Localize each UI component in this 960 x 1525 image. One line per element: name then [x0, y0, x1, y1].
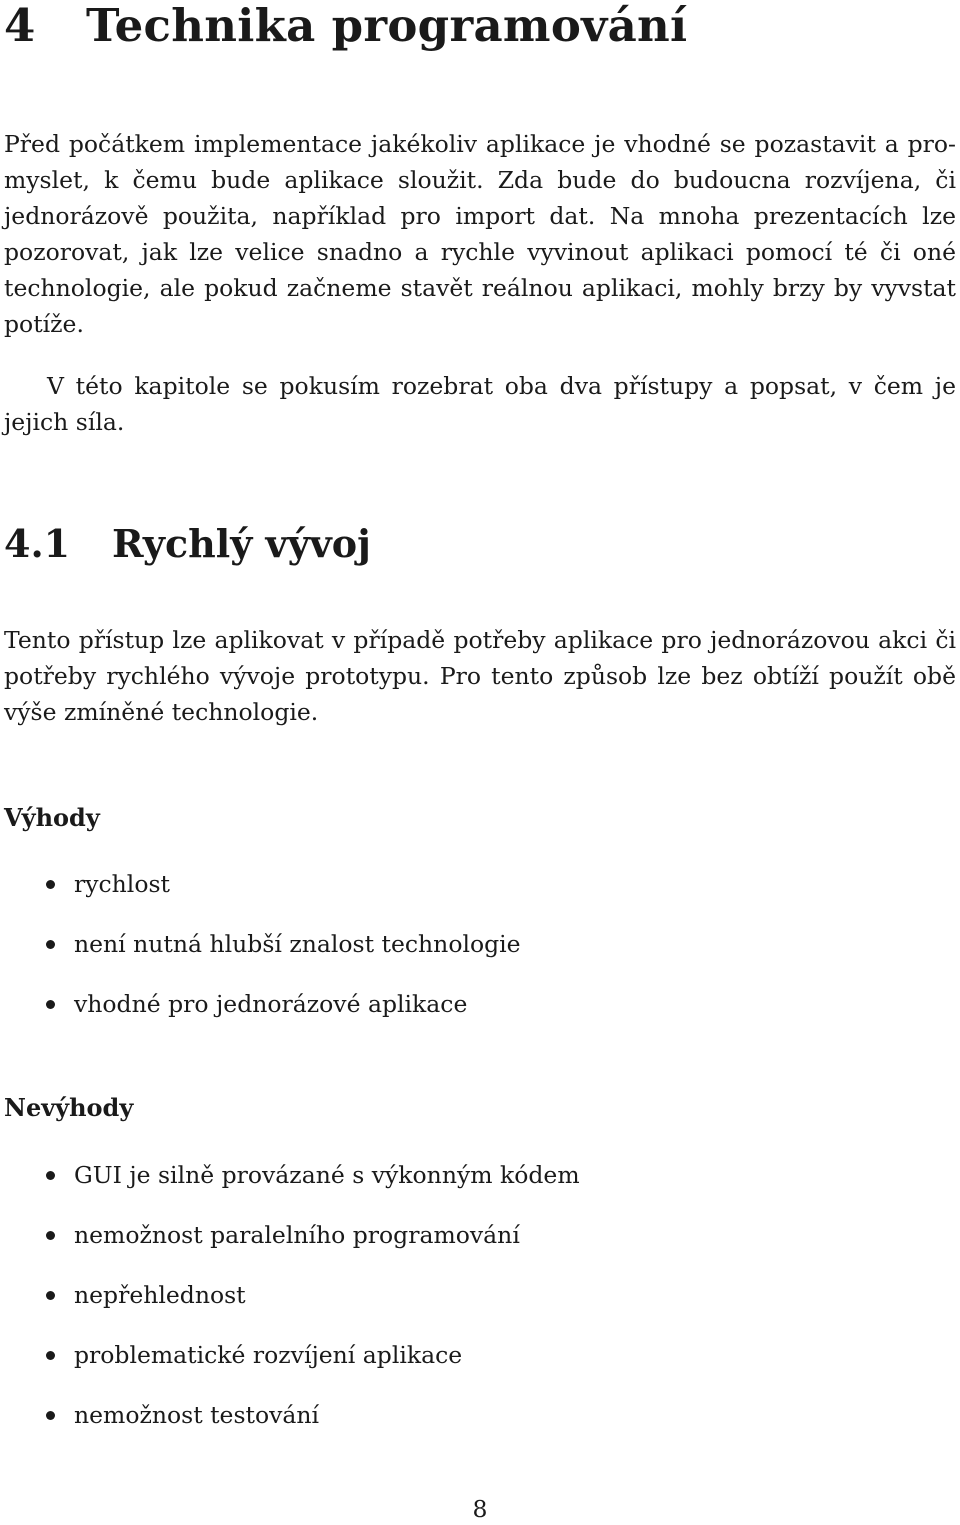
pros-heading: Výhody: [4, 803, 100, 832]
list-item: [0, 1337, 580, 1397]
list-item: [0, 926, 521, 986]
chapter-heading: [4, 0, 687, 52]
list-item-text: nemožnost paralelního programování: [74, 1221, 520, 1249]
page-number: 8: [472, 1495, 488, 1523]
list-item: [0, 1397, 580, 1457]
bullet-icon: [46, 1231, 55, 1240]
bullet-icon: [46, 1411, 55, 1420]
chapter-title: Technika programování: [86, 0, 688, 52]
bullet-icon: [46, 940, 55, 949]
bullet-icon: [46, 1291, 55, 1300]
list-item-text: vhodné pro jednorázové aplikace: [74, 990, 468, 1018]
section-paragraph: Tento přístup lze aplikovat v případě potřeby aplikace pro jednorázovou akci či potřeby rychlého vývoje prototypu. Pro tento způsob lze bez obtíží použít obě výše zmíněné technologie.: [4, 626, 956, 726]
section-title: Rychlý vývoj: [112, 521, 371, 566]
bullet-icon: [46, 1000, 55, 1009]
list-item-text: rychlost: [74, 870, 170, 898]
list-item-text: nemožnost testování: [74, 1401, 320, 1429]
bullet-icon: [46, 1351, 55, 1360]
section-number: 4.1: [4, 521, 71, 566]
bullet-icon: [46, 880, 55, 889]
list-item: [0, 1217, 580, 1277]
cons-heading: Nevýhody: [4, 1093, 134, 1122]
cons-list: [0, 1157, 580, 1457]
list-item: [0, 866, 521, 926]
list-item-text: není nutná hlubší znalost technologie: [74, 930, 521, 958]
intro-paragraph: Před počátkem implementace jakékoliv aplikace je vhodné se pozastavit a promyslet, k čemu bude aplikace sloužit. Zda bude do budoucna rozvíjena, či jednorázově použita, například pro import dat. Na mnoha prezentacích lze pozorovat, jak lze velice snadno a rychle vyvinout aplikaci pomocí té či oné technologie, ale pokud začneme stavět reálnou aplikaci, mohly brzy by vyvstat potíže.: [4, 130, 956, 338]
list-item: [0, 1277, 580, 1337]
bullet-icon: [46, 1171, 55, 1180]
list-item-text: nepřehlednost: [74, 1281, 246, 1309]
list-item: [0, 986, 521, 1046]
chapter-overview-paragraph: V této kapitole se pokusím rozebrat oba dva přístupy a popsat, v čem je jejich síla.: [4, 372, 956, 436]
list-item-text: GUI je silně provázané s výkonným kódem: [74, 1161, 580, 1189]
list-item: [0, 1157, 580, 1217]
pros-list: [0, 866, 521, 1046]
section-heading: [4, 516, 371, 572]
chapter-number: 4: [4, 0, 36, 52]
list-item-text: problematické rozvíjení aplikace: [74, 1341, 463, 1369]
